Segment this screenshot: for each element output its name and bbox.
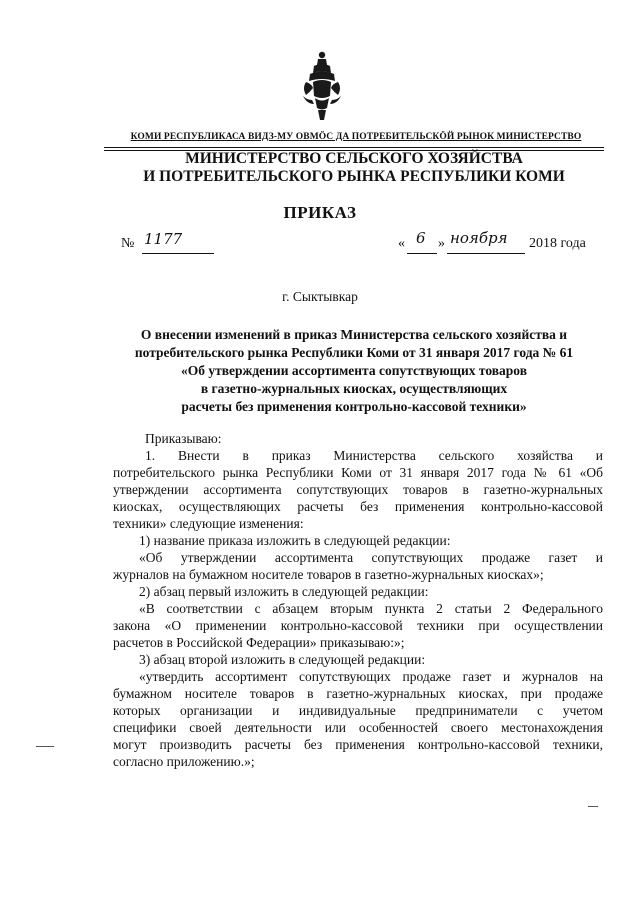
scan-mark (588, 806, 598, 807)
item-1-text: журналов на бумажном носителе товаров в газетно-журнальных киосках»; (113, 567, 544, 582)
date-day: 6 (416, 229, 426, 247)
paragraph-line: утверждении ассортимента сопутствующих товаров в газетно-журнальных (113, 482, 603, 497)
ministry-name-line1: МИНИСТЕРСТВО СЕЛЬСКОГО ХОЗЯЙСТВА (185, 150, 523, 167)
paragraph-line: техники» следующие изменения: (113, 516, 304, 531)
date-close-quote: » (438, 236, 445, 251)
title-line: «Об утверждении ассортимента сопутствующих товаров (181, 363, 527, 378)
item-2-text: закона «О применении контрольно-кассовой техники при осуществлении (113, 618, 603, 633)
header-rule (104, 147, 604, 148)
komi-emblem-icon (300, 48, 344, 124)
item-3-text: «утвердить ассортимент сопутствующих продаже газет и журналов на (139, 669, 603, 684)
item-3-text: согласно приложению.»; (113, 754, 255, 769)
item-3-text: могут производить расчеты без применения контрольно-кассовой техники, (113, 737, 603, 752)
ministry-name-line2: И ПОТРЕБИТЕЛЬСКОГО РЫНКА РЕСПУБЛИКИ КОМИ (143, 168, 565, 185)
item-3-text: которых организации и индивидуальные предприниматели с учетом (113, 703, 603, 718)
document-type: ПРИКАЗ (283, 203, 357, 222)
date-month: ноября (450, 229, 508, 247)
city: г. Сыктывкар (282, 289, 358, 304)
title-line: расчеты без применения контрольно-кассовой техники» (181, 399, 527, 414)
item-3-text: специфики своей деятельности или особенностей своего местонахождения (113, 720, 603, 735)
item-3-text: бумажном носителе товаров в газетно-журнальных киосках, при продаже (113, 686, 603, 701)
date-year: 2018 года (529, 236, 586, 251)
item-3-heading: 3) абзац второй изложить в следующей редакции: (139, 652, 426, 667)
date-open-quote: « (398, 236, 405, 251)
title-line: потребительского рынка Республики Коми от 31 января 2017 года № 61 (134, 345, 574, 360)
intro-text: Приказываю: (145, 431, 222, 446)
title-line: О внесении изменений в приказ Министерства сельского хозяйства и (140, 327, 568, 342)
number-label: № (121, 236, 135, 251)
paragraph-line: 1. Внести в приказ Министерства сельского хозяйства и (145, 448, 603, 463)
item-2-text: расчетов в Российской Федерации» приказываю:»; (113, 635, 405, 650)
paragraph-line: потребительского рынка Республики Коми от 31 января 2017 года № 61 «Об (113, 465, 603, 480)
item-1-heading: 1) название приказа изложить в следующей редакции: (139, 533, 451, 548)
item-1-text: «Об утверждении ассортимента сопутствующих продаже газет и (139, 550, 603, 565)
paragraph-line: киосках, осуществляющих расчеты без применения контрольно-кассовой (113, 499, 603, 514)
order-number: 1177 (144, 230, 183, 248)
item-2-text: «В соответствии с абзацем вторым пункта 2 статьи 2 Федерального (139, 601, 603, 616)
komi-language-header: КОМИ РЕСПУБЛИКАСА ВИДЗ-МУ ОВМÖС ДА ПОТРЕБИТЕЛЬСКÖЙ РЫНОК МИНИСТЕРСТВО (130, 132, 582, 142)
scan-mark (36, 746, 54, 747)
title-line: в газетно-журнальных киосках, осуществляющих (200, 381, 508, 396)
item-2-heading: 2) абзац первый изложить в следующей редакции: (139, 584, 429, 599)
